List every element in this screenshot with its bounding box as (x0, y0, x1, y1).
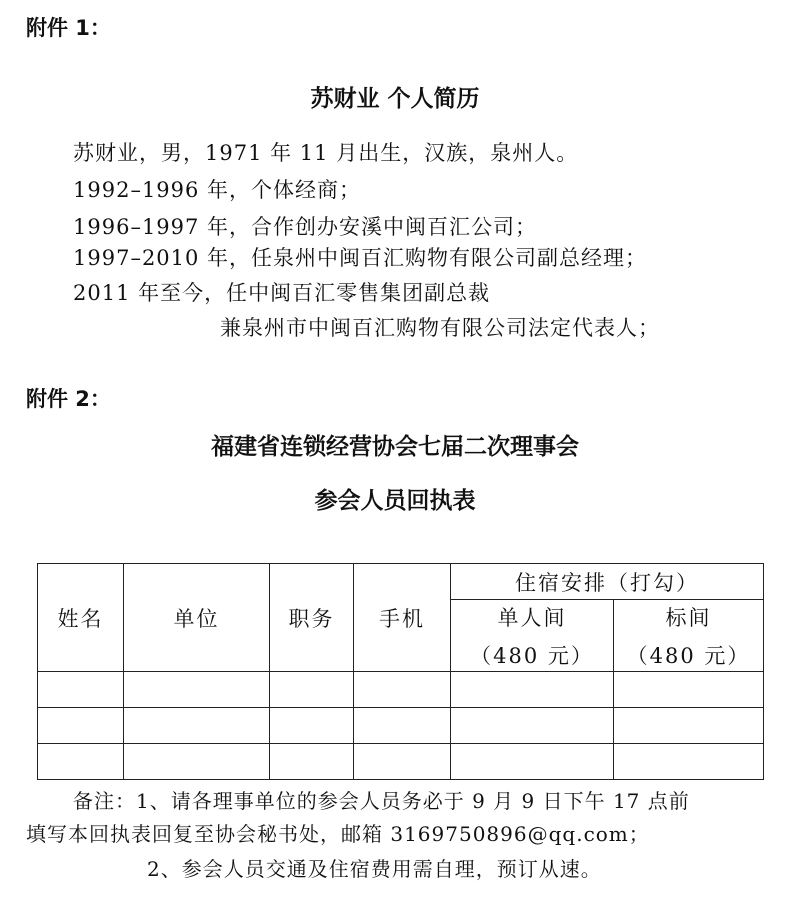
resume-line: 1992–1996 年，个体经商； (73, 178, 362, 202)
note-line-1: 备注：1、请各理事单位的参会人员务必于 9 月 9 日下午 17 点前 (73, 789, 690, 813)
resume-line: 兼泉州市中闽百汇购物有限公司法定代表人； (220, 316, 660, 340)
single-room-label: 单人间 (497, 605, 567, 630)
table-row (38, 672, 764, 708)
cell-name[interactable] (38, 708, 124, 744)
cell-unit[interactable] (124, 744, 270, 780)
attachment-2-label: 附件 2： (26, 387, 111, 411)
cell-single-room[interactable] (451, 708, 614, 744)
resume-title: 苏财业 个人简历 (310, 86, 480, 112)
cell-standard-room[interactable] (614, 672, 764, 708)
cell-single-room[interactable] (451, 672, 614, 708)
header-standard-room (614, 600, 764, 672)
single-room-price: （480 元） (470, 643, 594, 668)
cell-position[interactable] (270, 708, 354, 744)
resume-line: 1997–2010 年，任泉州中闽百汇购物有限公司副总经理； (73, 246, 648, 270)
cell-position[interactable] (270, 672, 354, 708)
note-line-2: 填写本回执表回复至协会秘书处，邮箱 3169750896@qq.com； (26, 822, 650, 846)
standard-room-price: （480 元） (626, 643, 751, 668)
attachment-1-label: 附件 1： (26, 16, 111, 40)
reply-form-table (37, 563, 764, 780)
cell-single-room[interactable] (451, 744, 614, 780)
header-position: 职务 (270, 564, 354, 672)
resume-line: 1996–1997 年，合作创办安溪中闽百汇公司； (73, 215, 538, 239)
header-name: 姓名 (38, 564, 124, 672)
note-line-3: 2、参会人员交通及住宿费用需自理，预订从速。 (147, 857, 602, 881)
form-subtitle: 参会人员回执表 (314, 488, 476, 514)
header-phone: 手机 (354, 564, 451, 672)
cell-unit[interactable] (124, 672, 270, 708)
cell-standard-room[interactable] (614, 708, 764, 744)
table-header-row (38, 564, 764, 600)
form-title: 福建省连锁经营协会七届二次理事会 (211, 434, 579, 460)
cell-phone[interactable] (354, 708, 451, 744)
cell-standard-room[interactable] (614, 744, 764, 780)
cell-phone[interactable] (354, 744, 451, 780)
table-row (38, 708, 764, 744)
cell-phone[interactable] (354, 672, 451, 708)
cell-position[interactable] (270, 744, 354, 780)
standard-room-label: 标间 (665, 605, 712, 630)
cell-unit[interactable] (124, 708, 270, 744)
header-lodging: 住宿安排（打勾） (451, 564, 764, 600)
cell-name[interactable] (38, 744, 124, 780)
header-unit: 单位 (124, 564, 270, 672)
resume-line: 苏财业，男，1971 年 11 月出生，汉族，泉州人。 (73, 141, 579, 165)
header-single-room (451, 600, 614, 672)
resume-line: 2011 年至今，任中闽百汇零售集团副总裁 (73, 281, 491, 305)
table-row (38, 744, 764, 780)
cell-name[interactable] (38, 672, 124, 708)
